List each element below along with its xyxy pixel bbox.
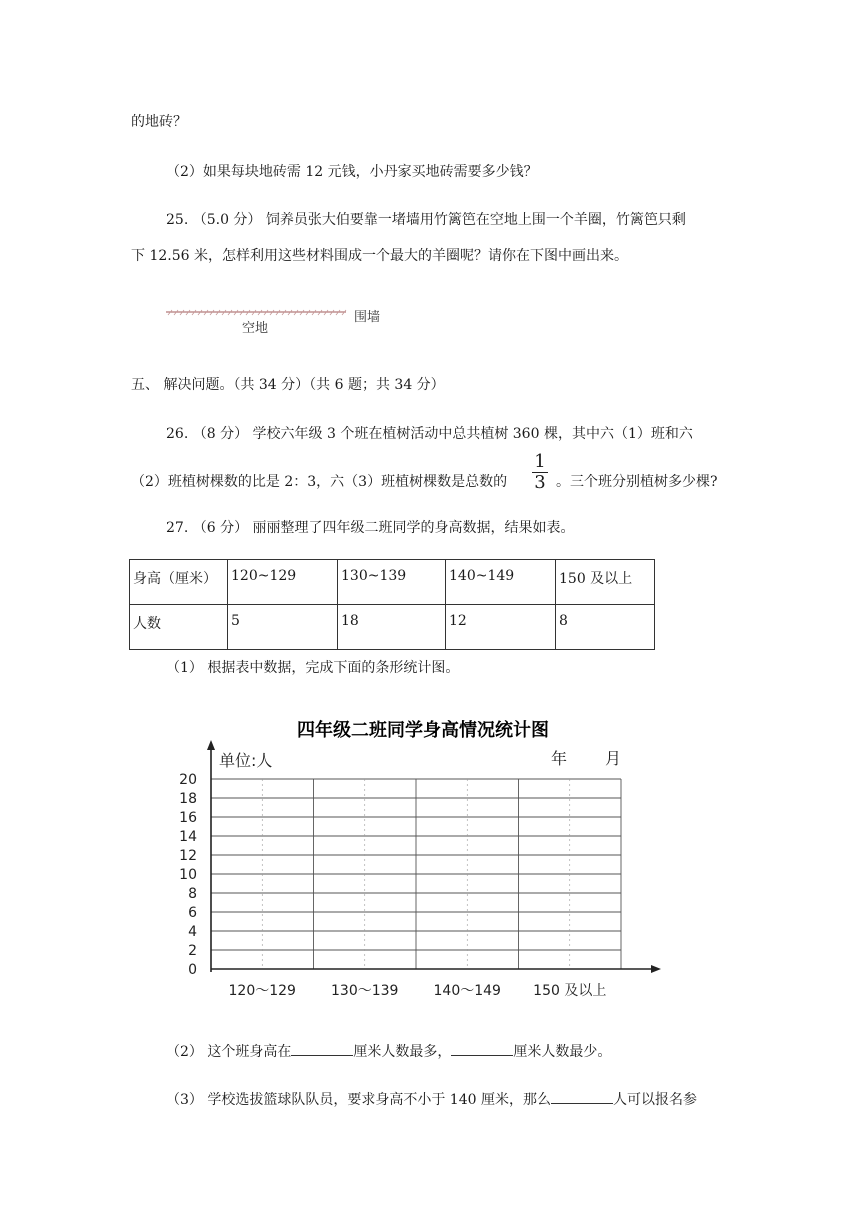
y-tick-label: 10 (179, 867, 197, 883)
y-tick-label: 2 (188, 943, 197, 959)
fraction-numerator: 1 (534, 451, 546, 472)
question-27-part-3 (166, 1089, 697, 1110)
question-27-part-1: （1） 根据表中数据，完成下面的条形统计图。 (166, 660, 460, 676)
y-tick-label: 18 (179, 791, 197, 807)
y-tick-label: 20 (179, 772, 197, 788)
question-26-line-1: 26. （8 分） 学校六年级 3 个班在植树活动中总共植树 360 棵，其中六（1）班和六 (166, 426, 693, 442)
y-axis-arrow (207, 740, 215, 750)
question-25-line-1: 25. （5.0 分） 饲养员张大伯要靠一堵墙用竹篱笆在空地上围一个羊圈，竹篱笆只剩 (166, 212, 686, 228)
fraction-denominator: 3 (534, 472, 546, 493)
q27-2-text-a: （2） 这个班身高在 (166, 1044, 292, 1060)
question-25-line-2: 下 12.56 米，怎样利用这些材料围成一个最大的羊圈呢？请你在下图中画出来。 (131, 248, 628, 264)
height-data-table (129, 559, 655, 650)
table-row (130, 605, 655, 650)
table-cell: 人数 (130, 605, 228, 650)
question-26-line-2b: 。三个班分别植树多少棵? (556, 474, 718, 490)
question-24-part-2: （2）如果每块地砖需 12 元钱，小丹家买地砖需要多少钱？ (166, 164, 538, 180)
x-category-label: 150 及以上 (533, 983, 607, 999)
wall-label: 围墙 (354, 310, 381, 325)
chart-y-ticks (179, 772, 197, 978)
x-axis-arrow (651, 965, 661, 973)
table-cell: 12 (446, 605, 556, 650)
y-tick-label: 14 (179, 829, 197, 845)
answer-blank[interactable] (451, 1041, 513, 1056)
table-cell: 身高（厘米） (130, 560, 228, 605)
table-cell: 130~139 (338, 560, 446, 605)
table-cell: 140~149 (446, 560, 556, 605)
ground-label: 空地 (242, 321, 269, 336)
chart-grid (211, 779, 621, 969)
question-27-text: 27. （6 分） 丽丽整理了四年级二班同学的身高数据，结果如表。 (166, 520, 575, 536)
chart-month-label: 月 (605, 749, 622, 768)
table-cell: 8 (556, 605, 655, 650)
chart-year-label: 年 (551, 749, 568, 768)
fraction-one-third (530, 453, 550, 492)
y-tick-label: 8 (188, 886, 197, 902)
chart-title: 四年级二班同学身高情况统计图 (297, 720, 549, 741)
q27-3-text-b: 人可以报名参 (612, 1092, 697, 1108)
table-cell: 120~129 (228, 560, 338, 605)
question-27-part-2 (166, 1041, 611, 1062)
q27-3-text-a: （3） 学校选拔篮球队队员，要求身高不小于 140 厘米，那么 (166, 1092, 551, 1108)
text-line: 的地砖？ (131, 114, 187, 130)
x-category-label: 140～149 (433, 983, 501, 999)
y-tick-label: 6 (188, 905, 197, 921)
q27-2-text-c: 厘米人数最少。 (513, 1044, 612, 1060)
chart-unit-label: 单位:人 (219, 751, 273, 770)
y-tick-label: 16 (179, 810, 197, 826)
chart-x-ticks (229, 983, 607, 999)
table-cell: 18 (338, 605, 446, 650)
table-cell: 150 及以上 (556, 560, 655, 605)
section-5-heading: 五、 解决问题。（共 34 分）（共 6 题；共 34 分） (131, 377, 445, 393)
answer-blank[interactable] (291, 1041, 353, 1056)
table-row (130, 560, 655, 605)
bar-chart (165, 710, 675, 1010)
answer-blank[interactable] (551, 1089, 613, 1104)
q27-2-text-b: 厘米人数最多， (353, 1044, 452, 1060)
wall-sketch (160, 300, 400, 340)
y-tick-label: 12 (179, 848, 197, 864)
x-category-label: 120～129 (228, 983, 296, 999)
question-26-line-2a: （2）班植树棵数的比是 2：3，六（3）班植树棵数是总数的 (131, 474, 508, 490)
y-tick-label: 4 (188, 924, 197, 940)
x-category-label: 130～139 (331, 983, 399, 999)
y-tick-label: 0 (188, 962, 197, 978)
table-cell: 5 (228, 605, 338, 650)
